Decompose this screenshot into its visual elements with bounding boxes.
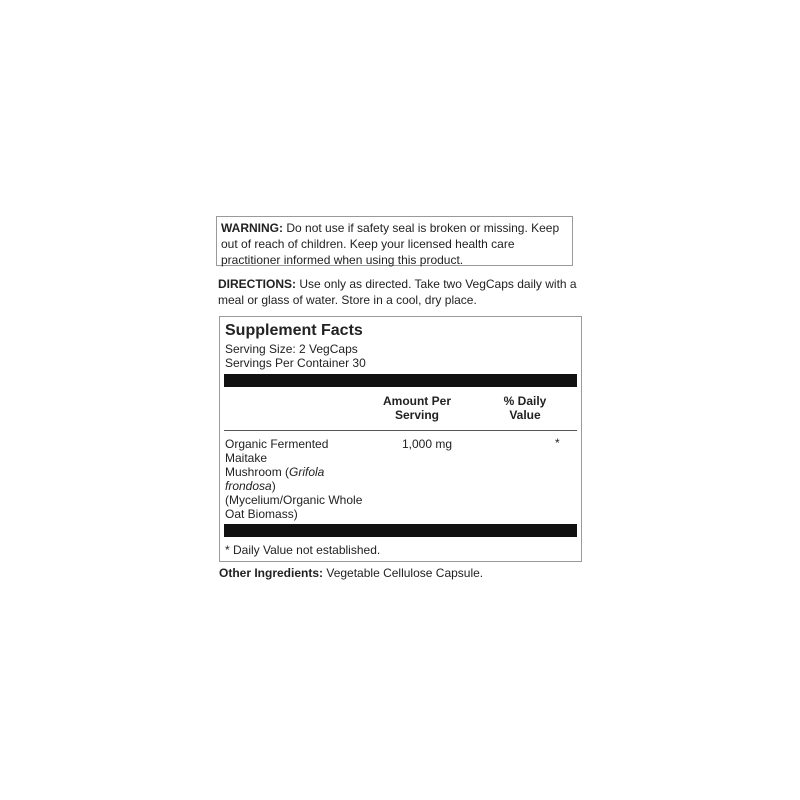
- ingredient-line: (Mycelium/Organic Whole: [225, 493, 363, 507]
- daily-value-header: [482, 394, 568, 422]
- ingredient-latin-name: Grifola: [289, 465, 325, 479]
- ingredient-line: Oat Biomass): [225, 507, 298, 521]
- warning-box: [216, 216, 573, 266]
- other-ingredients: [219, 566, 483, 581]
- directions-label: DIRECTIONS:: [218, 277, 296, 291]
- amount-header-line2: Serving: [394, 408, 439, 422]
- ingredient-latin-name: frondosa: [225, 479, 272, 493]
- warning-text: Do not use if safety seal is broken or missing. Keep out of reach of children. Keep your licensed health care practitioner informed when using this product.: [221, 221, 560, 267]
- other-ingredients-label: Other Ingredients:: [219, 566, 324, 580]
- other-ingredients-text: Vegetable Cellulose Capsule.: [326, 566, 484, 580]
- ingredient-daily-value: *: [555, 436, 560, 450]
- ingredient-amount: 1,000 mg: [402, 437, 453, 451]
- directions-section: [218, 276, 583, 308]
- dv-header-line1: % Daily: [503, 394, 547, 408]
- supplement-facts-panel: [219, 316, 582, 562]
- supplement-facts-title: Supplement Facts: [225, 322, 363, 339]
- directions-text: Use only as directed. Take two VegCaps daily with a meal or glass of water. Store in a cool, dry place.: [218, 277, 577, 307]
- ingredient-line: Mushroom (: [225, 465, 290, 479]
- thick-divider-top: [224, 374, 577, 387]
- servings-per-container: Servings Per Container 30: [225, 356, 366, 370]
- amount-header-line1: Amount Per: [382, 394, 451, 408]
- thick-divider-bottom: [224, 524, 577, 537]
- dv-header-line2: Value: [509, 408, 541, 422]
- thin-divider: [224, 430, 577, 431]
- ingredient-line: Organic Fermented: [225, 437, 329, 451]
- warning-label: WARNING:: [221, 221, 283, 235]
- ingredient-name: [225, 437, 365, 521]
- serving-size: Serving Size: 2 VegCaps: [225, 342, 358, 356]
- ingredient-line: Maitake: [225, 451, 268, 465]
- amount-per-serving-header: [370, 394, 464, 422]
- daily-value-footnote: * Daily Value not established.: [225, 543, 381, 557]
- ingredient-line: ): [271, 479, 276, 493]
